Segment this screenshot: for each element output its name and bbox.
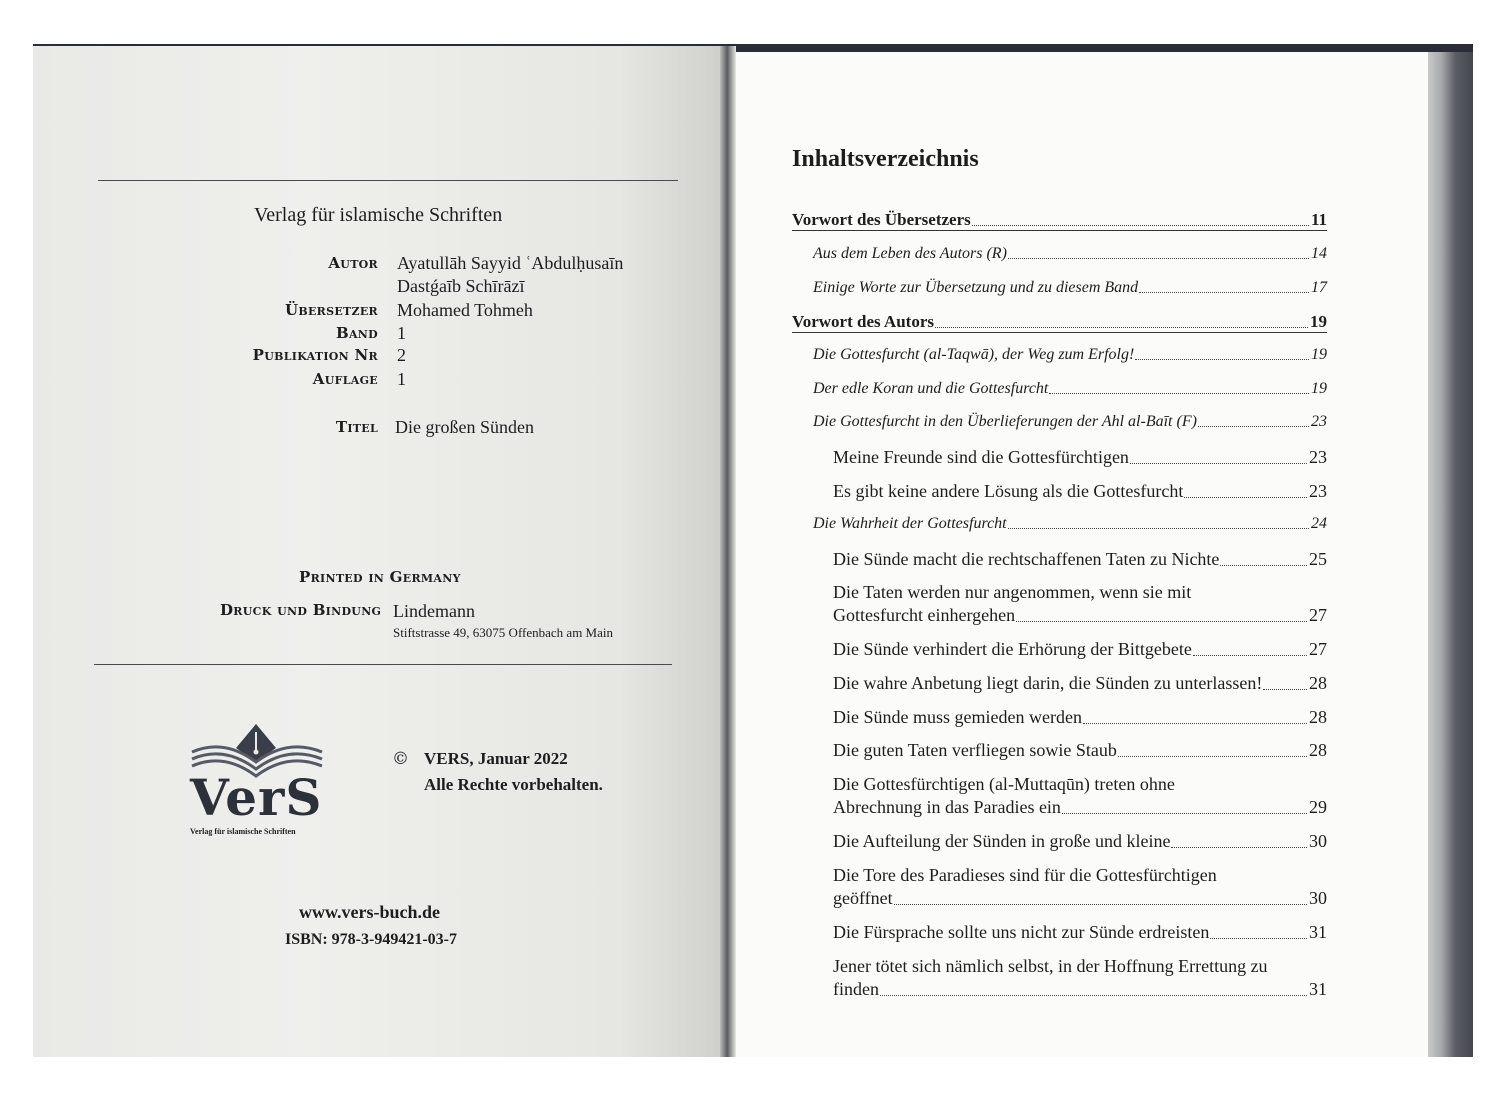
- toc-entry-title: Abrechnung in das Paradies ein: [833, 797, 1061, 817]
- toc-entry-title: Die Gottesfurcht (al-Taqwā), der Weg zum Erfolg!: [813, 346, 1135, 363]
- toc-entry-title: Einige Worte zur Übersetzung und zu diesem Band: [813, 279, 1139, 296]
- publication-number-value: 2: [397, 345, 406, 365]
- translator-label: Übersetzer: [285, 301, 378, 319]
- toc-entry-page: 28: [1309, 707, 1327, 727]
- toc-entry-page: 30: [1309, 831, 1327, 851]
- toc-entry: [833, 831, 1327, 852]
- website: www.vers-buch.de: [299, 902, 441, 922]
- author-label: Autor: [328, 254, 378, 272]
- toc-entry-page: 28: [1309, 673, 1327, 693]
- toc-entry: [833, 888, 1327, 909]
- toc-entry: [833, 481, 1327, 502]
- toc-entry-page: 19: [1311, 346, 1327, 363]
- toc-entry-page: 11: [1310, 210, 1327, 229]
- toc-entry: [792, 210, 1327, 231]
- printed-in-germany: Printed in Germany: [299, 568, 461, 586]
- edition-label: Auflage: [312, 370, 378, 388]
- volume-label: Band: [335, 324, 378, 342]
- toc-entry-title: Die wahre Anbetung liegt darin, die Sünden zu unterlassen!: [833, 673, 1263, 693]
- translator-value: Mohamed Tohmeh: [397, 300, 533, 320]
- toc-entry-page: 19: [1310, 312, 1327, 331]
- toc-entry-page: 19: [1311, 380, 1327, 397]
- title-value: Die großen Sünden: [395, 417, 534, 437]
- toc-entry-title: Der edle Koran und die Gottesfurcht: [813, 380, 1049, 397]
- edition-value: 1: [397, 369, 406, 389]
- toc-entry-title: Die Aufteilung der Sünden in große und kleine: [833, 831, 1171, 851]
- printer-name: Lindemann: [393, 601, 475, 621]
- toc-entry-page: 27: [1309, 605, 1327, 625]
- toc-entry-title: Vorwort des Autors: [792, 312, 934, 331]
- isbn: ISBN: 978-3-949421-03-7: [285, 931, 457, 948]
- toc-entry: [833, 979, 1327, 1000]
- toc-entry: [833, 707, 1327, 728]
- toc-entry: [813, 515, 1327, 533]
- toc-entry: [833, 605, 1327, 626]
- toc-entry-page: 27: [1309, 639, 1327, 659]
- logo-wordmark: VerS: [190, 768, 323, 827]
- toc-entry: [833, 740, 1327, 761]
- toc-entry-page: 24: [1311, 515, 1327, 532]
- logo-subtitle: Verlag für islamische Schriften: [190, 827, 296, 836]
- author-value: Ayatullāh Sayyid ʿAbdulḥusaīn: [397, 253, 624, 273]
- toc-entry-title: Es gibt keine andere Lösung als die Gottesfurcht: [833, 481, 1184, 501]
- toc-entry: [833, 797, 1327, 818]
- toc-entry-page: 29: [1309, 797, 1327, 817]
- author-value-line2: Dastǵaīb Schīrāzī: [397, 276, 525, 296]
- toc-entry-title: Die Sünde muss gemieden werden: [833, 707, 1082, 727]
- toc-entry-title: Gottesfurcht einhergehen: [833, 605, 1016, 625]
- toc-entry-title: Die Gottesfurcht in den Überlieferungen der Ahl al-Baīt (F): [813, 413, 1197, 430]
- title-label: Titel: [335, 418, 378, 436]
- toc-entry: [813, 380, 1327, 398]
- toc-entry-title-line1: Die Gottesfürchtigen (al-Muttaqūn) treten ohne: [833, 774, 1175, 794]
- toc-entry-page: 31: [1309, 979, 1327, 999]
- toc-entry-title: Vorwort des Übersetzers: [792, 210, 971, 229]
- top-rule: [98, 180, 678, 181]
- page-edge: [1428, 52, 1473, 1057]
- toc-entry: [813, 413, 1327, 431]
- toc-title: Inhaltsverzeichnis: [792, 146, 979, 172]
- publisher-name: Verlag für islamische Schriften: [254, 204, 503, 226]
- toc-entry-page: 14: [1311, 245, 1327, 262]
- toc-entry-page: 25: [1309, 549, 1327, 569]
- toc-entry-title: finden: [833, 979, 879, 999]
- toc-entry: [813, 346, 1327, 364]
- toc-entry-page: 23: [1309, 481, 1327, 501]
- copyright-text: VERS, Januar 2022: [424, 749, 568, 768]
- print-binding-label: Druck und Bindung: [220, 601, 382, 619]
- toc-entry: [813, 279, 1327, 297]
- toc-entry: [833, 639, 1327, 660]
- toc-entry: [833, 922, 1327, 943]
- toc-entry: [833, 549, 1327, 570]
- toc-entry-page: 31: [1309, 922, 1327, 942]
- toc-entry-title-line1: Die Taten werden nur angenommen, wenn sie mit: [833, 582, 1192, 602]
- toc-entry-page: 28: [1309, 740, 1327, 760]
- publication-number-label: Publikation Nr: [252, 346, 378, 364]
- toc-entry-page: 30: [1309, 888, 1327, 908]
- toc-entry-title: Die Sünde macht die rechtschaffenen Taten zu Nichte: [833, 549, 1220, 569]
- toc-entry-title: Aus dem Leben des Autors (R): [813, 245, 1007, 262]
- toc-entry-title-line1: Jener tötet sich nämlich selbst, in der Hoffnung Errettung zu: [833, 956, 1268, 976]
- toc-entry-title: Die Fürsprache sollte uns nicht zur Sünde erdreisten: [833, 922, 1210, 942]
- toc-entry-title: Die Sünde verhindert die Erhörung der Bittgebete: [833, 639, 1192, 659]
- toc-entry-title: geöffnet: [833, 888, 893, 908]
- toc-entry-title: Meine Freunde sind die Gottesfürchtigen: [833, 447, 1129, 467]
- bottom-rule: [94, 664, 672, 665]
- toc-entry-title: Die Wahrheit der Gottesfurcht: [813, 515, 1007, 532]
- toc-entry: [813, 245, 1327, 263]
- book-gutter: [720, 46, 736, 1057]
- toc-entry: [833, 673, 1327, 694]
- printer-address: Stiftstrasse 49, 63075 Offenbach am Main: [393, 625, 613, 640]
- toc-entry-title: Die guten Taten verfliegen sowie Staub: [833, 740, 1117, 760]
- toc-entry-page: 23: [1311, 413, 1327, 430]
- copyright-symbol: ©: [392, 749, 409, 769]
- volume-value: 1: [397, 323, 406, 343]
- toc-entry: [792, 312, 1327, 333]
- toc-entry: [833, 447, 1327, 468]
- toc-entry-page: 17: [1311, 279, 1327, 296]
- toc-entry-title-line1: Die Tore des Paradieses sind für die Gottesfürchtigen: [833, 865, 1217, 885]
- rights-reserved: Alle Rechte vorbehalten.: [424, 775, 603, 794]
- toc-entry-page: 23: [1309, 447, 1327, 467]
